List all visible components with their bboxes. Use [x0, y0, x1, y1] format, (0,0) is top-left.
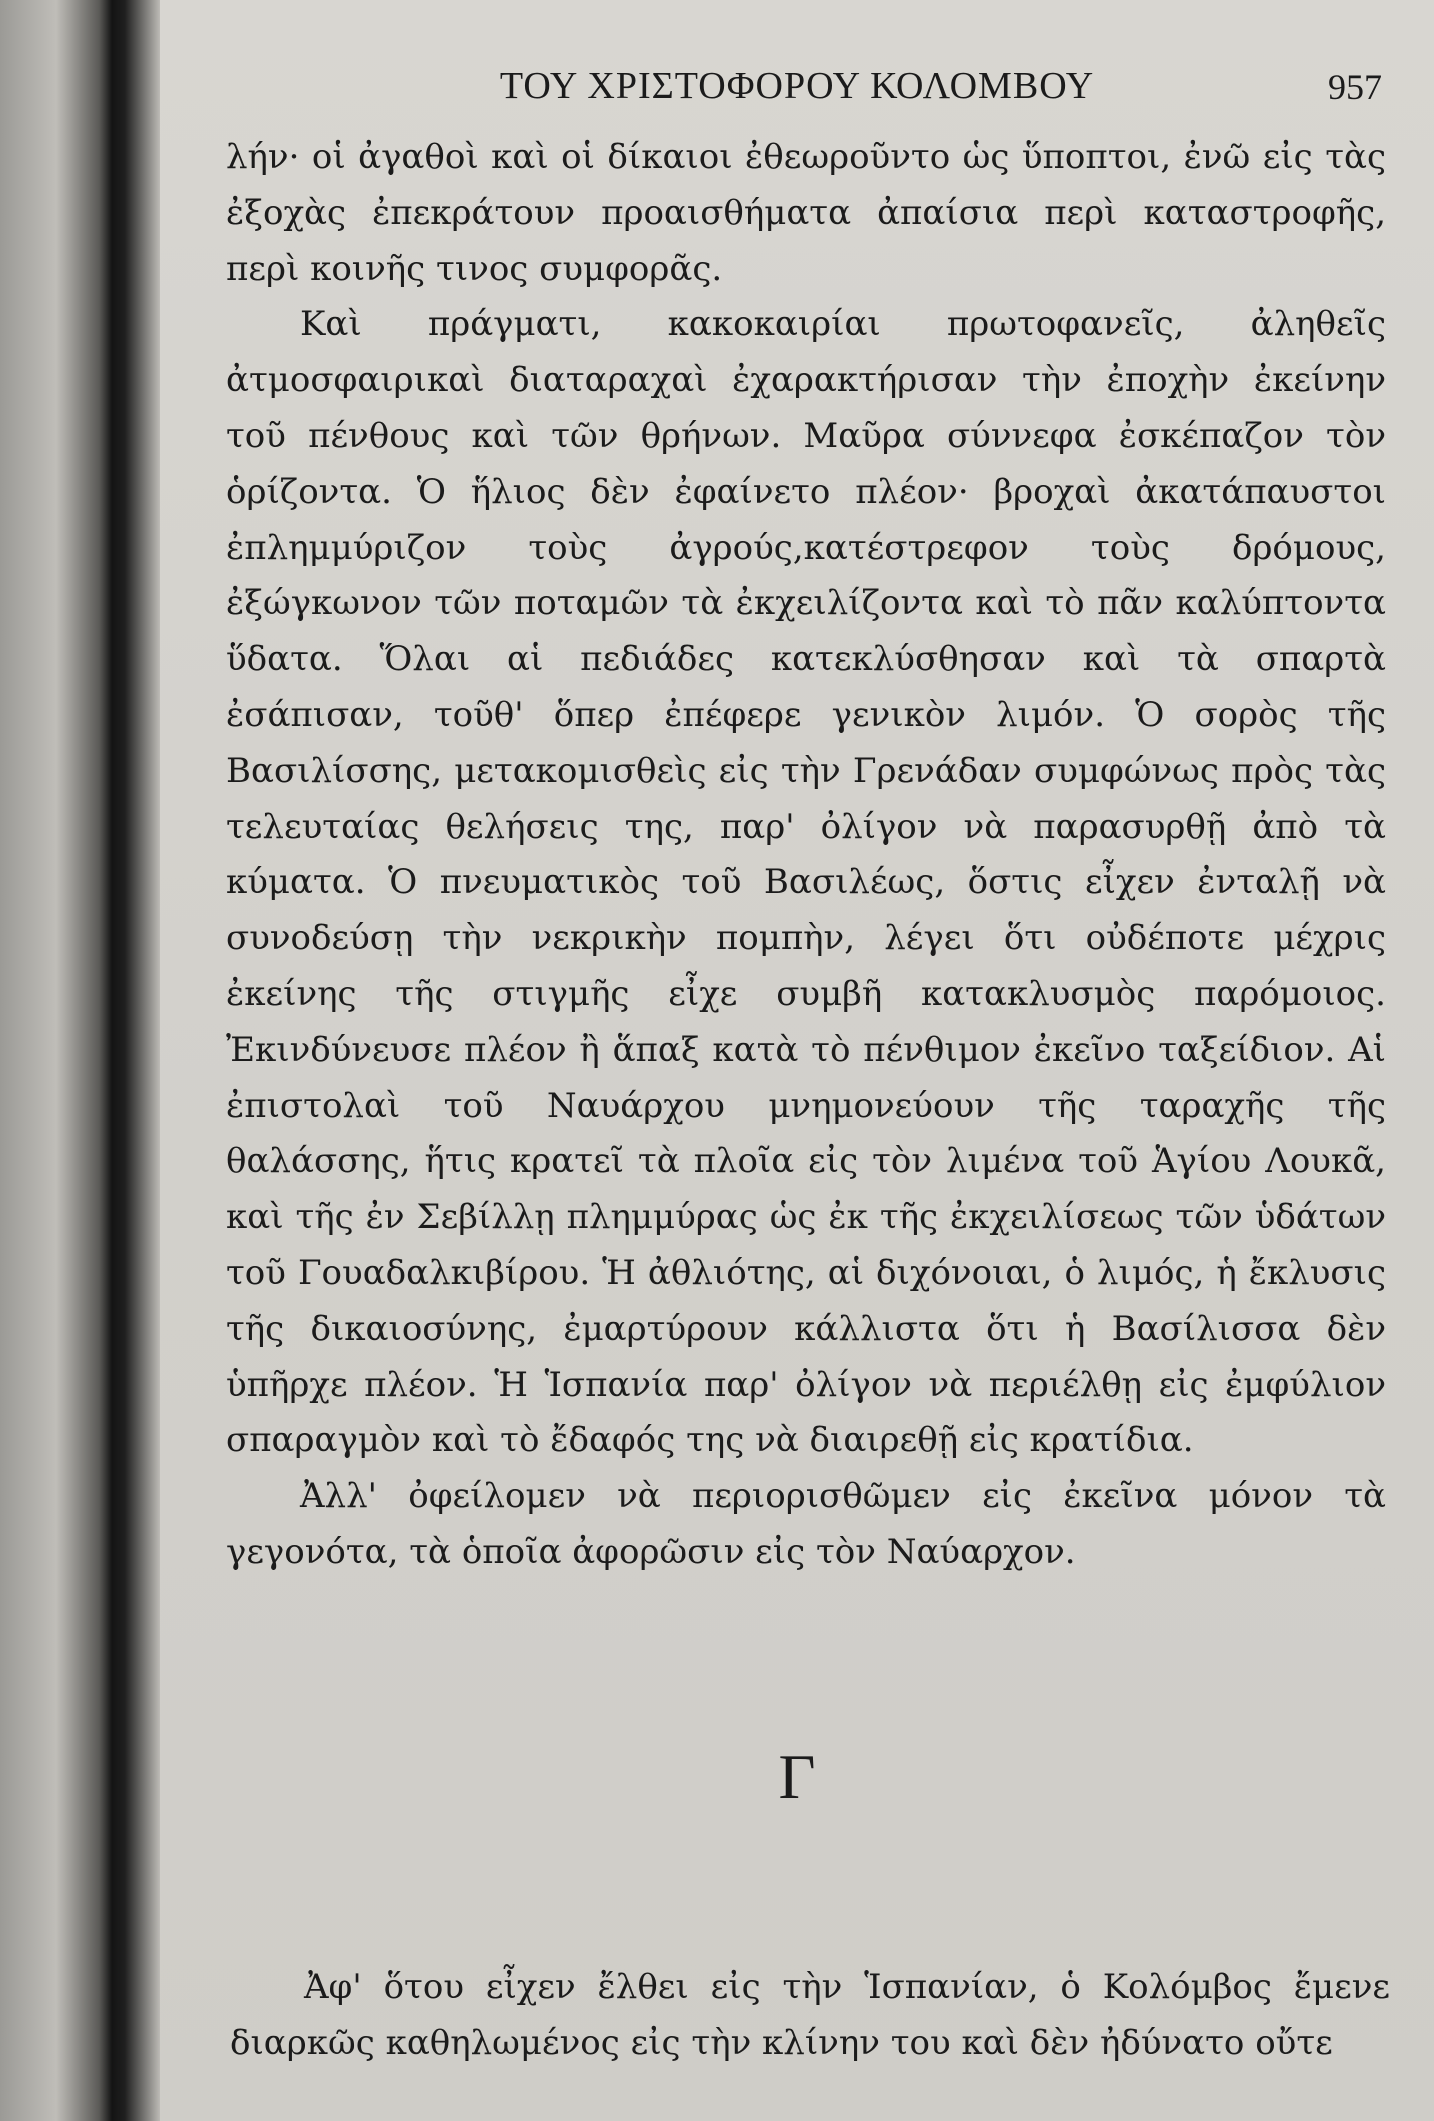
paragraph-2: Καὶ πράγματι, κακοκαιρίαι πρωτοφανεῖς, ἀληθεῖς ἀτμοσφαιρικαὶ διαταραχαὶ ἐχαρακτήρισαν τὴν ἐποχὴν ἐκείνην τοῦ πένθους καὶ τῶν θρήνων. Μαῦρα σύννεφα ἐσκέπαζον τὸν ὁρίζοντα. Ὁ ἥλιος δὲν ἐφαίνετο πλέον· βροχαὶ ἀκατάπαυστοι ἐπλημμύριζον τοὺς ἀγρούς,κατέστρεφον τοὺς δρόμους, ἐξώγκωνον τῶν ποταμῶν τὰ ἐκχειλίζοντα καὶ τὸ πᾶν καλύπτοντα ὕδατα. Ὅλαι αἱ πεδιάδες κατεκλύσθησαν καὶ τὰ σπαρτὰ ἐσάπισαν, τοῦθ' ὅπερ ἐπέφερε γενικὸν λιμόν. Ὁ σορὸς τῆς Βασιλίσσης, μετακομισθεὶς εἰς τὴν Γρενάδαν συμφώνως πρὸς τὰς τελευταίας θελήσεις της, παρ' ὀλίγον νὰ παρασυρθῇ ἀπὸ τὰ κύματα. Ὁ πνευματικὸς τοῦ Βασιλέως, ὅστις εἶχεν ἐνταλῇ νὰ συνοδεύσῃ τὴν νεκρικὴν πομπὴν, λέγει ὅτι οὐδέποτε μέχρις ἐκείνης τῆς στιγμῆς εἶχε συμβῆ κατακλυσμὸς παρόμοιος. Ἐκινδύνευσε πλέον ἢ ἅπαξ κατὰ τὸ πένθιμον ἐκεῖνο ταξείδιον. Αἱ ἐπιστολαὶ τοῦ Ναυάρχου μνημονεύουν τῆς ταραχῆς τῆς θαλάσσης, ἥτις κρατεῖ τὰ πλοῖα εἰς τὸν λιμένα τοῦ Ἁγίου Λουκᾶ, καὶ τῆς ἐν Σεβίλλῃ πλημμύρας ὡς ἐκ τῆς ἐκχειλίσεως τῶν ὑδάτων τοῦ Γουαδαλκιβίρου. Ἡ ἀθλιότης, αἱ διχόνοιαι, ὁ λιμός, ἡ ἔκλυσις τῆς δικαιοσύνης, ἐμαρτύρουν κάλλιστα ὅτι ἡ Βασίλισσα δὲν ὑπῆρχε πλέον. Ἡ Ἱσπανία παρ' ὀλίγον νὰ περιέλθῃ εἰς ἐμφύλιον σπαραγμὸν καὶ τὸ ἔδαφός της νὰ διαιρεθῇ εἰς κρατίδια.: [226, 304, 1386, 1461]
paragraph-3: Ἀλλ' ὀφείλομεν νὰ περιορισθῶμεν εἰς ἐκεῖνα μόνον τὰ γεγονότα, τὰ ὁποῖα ἀφορῶσιν εἰς τὸν Ναύαρχον.: [226, 1476, 1386, 1572]
book-gutter-shadow: [0, 0, 160, 2121]
section-paragraph: Ἀφ' ὅτου εἶχεν ἔλθει εἰς τὴν Ἱσπανίαν, ὁ Κολόμβος ἔμενε διαρκῶς καθηλωμένος εἰς τὴν κλίνην του καὶ δὲν ἠδύνατο οὔτε: [230, 1967, 1390, 2063]
book-page: [160, 0, 1434, 2121]
page-header: [160, 54, 1434, 124]
section-marker: Γ: [778, 1741, 816, 1812]
running-head: ΤΟΥ ΧΡΙΣΤΟΦΟΡΟΥ ΚΟΛΟΜΒΟΥ: [499, 65, 1095, 107]
paragraph-1: λήν· οἱ ἀγαθοὶ καὶ οἱ δίκαιοι ἐθεωροῦντο ὡς ὕποπτοι, ἐνῶ εἰς τὰς ἐξοχὰς ἐπεκράτουν προαισθήματα ἀπαίσια περὶ καταστροφῆς, περὶ κοινῆς τινος συμφορᾶς.: [226, 137, 1386, 289]
main-text: [226, 130, 1386, 1581]
page-number: 957: [1328, 67, 1382, 107]
section-text: [230, 1960, 1390, 2072]
